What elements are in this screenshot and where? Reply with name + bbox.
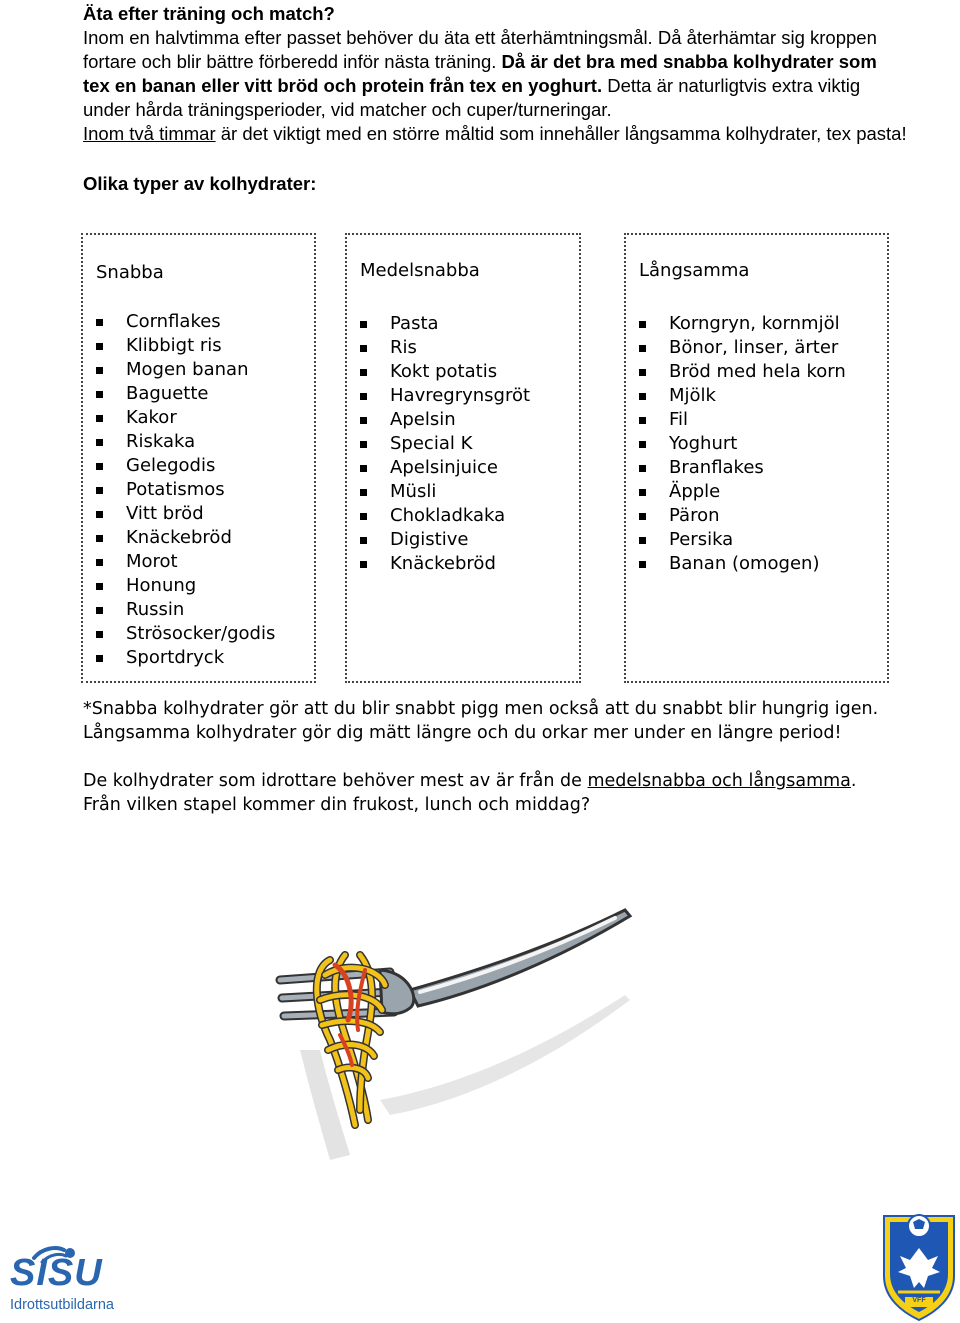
square-bullet-icon [639, 441, 646, 448]
list-item-label: Apelsinjuice [390, 457, 498, 478]
intro-line-5 [83, 122, 907, 146]
square-bullet-icon [639, 489, 646, 496]
column-medelsnabba-heading: Medelsnabba [360, 260, 480, 281]
sisu-subtitle: Idrottsutbildarna [10, 1297, 114, 1313]
list-item [360, 528, 530, 552]
intro-line-4: under hårda träningsperioder, vid matcher och cuper/turneringar. [83, 99, 612, 120]
intro-line-5-underlined: Inom två timmar [83, 123, 216, 144]
list-item-label: Sportdryck [126, 647, 225, 668]
page-title: Äta efter träning och match? [83, 3, 335, 24]
list-item-label: Kakor [126, 407, 177, 428]
list-item [96, 502, 275, 526]
square-bullet-icon [639, 393, 646, 400]
column-snabba-list [96, 310, 275, 670]
square-bullet-icon [360, 417, 367, 424]
list-item-label: Äpple [669, 481, 721, 502]
fork-with-spaghetti-illustration [270, 900, 650, 1170]
list-item [360, 360, 530, 384]
list-item-label: Knäckebröd [126, 527, 232, 548]
list-item-label: Mogen banan [126, 359, 249, 380]
list-item-label: Knäckebröd [390, 553, 496, 574]
note-line-3-underlined: medelsnabba och långsamma [587, 771, 851, 791]
square-bullet-icon [639, 321, 646, 328]
note-line-3-start: De kolhydrater som idrottare behöver mest av är från de [83, 771, 582, 791]
square-bullet-icon [360, 561, 367, 568]
note-line-2: Långsamma kolhydrater gör dig mätt längre och du orkar mer under en längre period! [83, 723, 842, 743]
list-item-label: Havregrynsgröt [390, 385, 531, 406]
square-bullet-icon [96, 655, 103, 662]
list-item [639, 480, 846, 504]
column-snabba-heading: Snabba [96, 262, 164, 283]
list-item [96, 454, 275, 478]
list-item-label: Päron [669, 505, 720, 526]
note-line-3-end: . [850, 771, 857, 791]
list-item [96, 622, 275, 646]
column-langsamma [624, 233, 889, 683]
square-bullet-icon [96, 391, 103, 398]
vff-crest-logo [880, 1206, 958, 1322]
list-item [96, 430, 275, 454]
square-bullet-icon [96, 367, 103, 374]
square-bullet-icon [639, 417, 646, 424]
list-item [360, 480, 530, 504]
intro-line-5-text: är det viktigt med en större måltid som innehåller långsamma kolhydrater, tex pasta! [220, 123, 907, 144]
list-item [96, 598, 275, 622]
square-bullet-icon [96, 439, 103, 446]
list-item [360, 408, 530, 432]
list-item-label: Ris [390, 337, 417, 358]
column-medelsnabba-list [360, 312, 530, 576]
list-item [360, 456, 530, 480]
list-item-label: Bönor, linser, ärter [669, 337, 839, 358]
list-item-label: Vitt bröd [126, 503, 204, 524]
list-item-label: Müsli [390, 481, 437, 502]
sisu-wordmark: SISU [10, 1252, 103, 1294]
list-item [639, 432, 846, 456]
list-item [96, 310, 275, 334]
square-bullet-icon [96, 631, 103, 638]
note-line-3 [83, 769, 856, 793]
square-bullet-icon [360, 489, 367, 496]
list-item [96, 382, 275, 406]
intro-line-2-bold: Då är det bra med snabba kolhydrater som [501, 51, 877, 72]
square-bullet-icon [360, 537, 367, 544]
square-bullet-icon [96, 415, 103, 422]
square-bullet-icon [639, 537, 646, 544]
square-bullet-icon [96, 559, 103, 566]
square-bullet-icon [639, 561, 646, 568]
list-item [96, 406, 275, 430]
list-item-label: Pasta [390, 313, 439, 334]
list-item [96, 334, 275, 358]
note-line-1: *Snabba kolhydrater gör att du blir snabbt pigg men också att du snabbt blir hungrig igen. [83, 699, 879, 719]
sisu-logo [4, 1244, 144, 1320]
list-item-label: Honung [126, 575, 197, 596]
square-bullet-icon [96, 607, 103, 614]
intro-line-2 [83, 50, 877, 74]
note-line-4: Från vilken stapel kommer din frukost, lunch och middag? [83, 795, 591, 815]
square-bullet-icon [96, 463, 103, 470]
list-item-label: Korngryn, kornmjöl [669, 313, 840, 334]
square-bullet-icon [360, 513, 367, 520]
square-bullet-icon [639, 513, 646, 520]
list-item [96, 646, 275, 670]
list-item-label: Cornflakes [126, 311, 221, 332]
list-item-label: Gelegodis [126, 455, 216, 476]
list-item-label: Potatismos [126, 479, 225, 500]
section-heading: Olika typer av kolhydrater: [83, 173, 317, 194]
column-langsamma-list [639, 312, 846, 576]
square-bullet-icon [96, 583, 103, 590]
list-item [360, 336, 530, 360]
square-bullet-icon [96, 535, 103, 542]
list-item-label: Apelsin [390, 409, 456, 430]
list-item-label: Russin [126, 599, 185, 620]
square-bullet-icon [360, 441, 367, 448]
intro-line-1: Inom en halvtimma efter passet behöver du äta ett återhämtningsmål. Då återhämtar sig kroppen [83, 27, 877, 48]
list-item [360, 504, 530, 528]
column-langsamma-heading: Långsamma [639, 260, 750, 281]
square-bullet-icon [360, 369, 367, 376]
list-item [639, 384, 846, 408]
list-item-label: Morot [126, 551, 178, 572]
list-item-label: Chokladkaka [390, 505, 506, 526]
square-bullet-icon [96, 487, 103, 494]
list-item-label: Branflakes [669, 457, 764, 478]
list-item-label: Special K [390, 433, 473, 454]
list-item [639, 408, 846, 432]
list-item-label: Mjölk [669, 385, 716, 406]
list-item-label: Banan (omogen) [669, 553, 820, 574]
square-bullet-icon [360, 321, 367, 328]
vff-badge-text: VFF [912, 1297, 926, 1304]
square-bullet-icon [639, 465, 646, 472]
intro-line-2-text: fortare och blir bättre förberedd inför nästa träning. [83, 51, 497, 72]
list-item [96, 550, 275, 574]
square-bullet-icon [96, 319, 103, 326]
list-item [360, 384, 530, 408]
list-item-label: Strösocker/godis [126, 623, 276, 644]
square-bullet-icon [639, 369, 646, 376]
list-item [96, 526, 275, 550]
list-item-label: Digistive [390, 529, 469, 550]
list-item [639, 552, 846, 576]
square-bullet-icon [360, 465, 367, 472]
list-item [96, 478, 275, 502]
square-bullet-icon [360, 393, 367, 400]
list-item-label: Fil [669, 409, 689, 430]
list-item-label: Persika [669, 529, 734, 550]
list-item [639, 360, 846, 384]
list-item-label: Klibbigt ris [126, 335, 222, 356]
list-item-label: Kokt potatis [390, 361, 498, 382]
list-item [639, 312, 846, 336]
list-item-label: Riskaka [126, 431, 196, 452]
square-bullet-icon [96, 511, 103, 518]
list-item [639, 528, 846, 552]
list-item-label: Baguette [126, 383, 209, 404]
square-bullet-icon [639, 345, 646, 352]
intro-line-3 [83, 74, 860, 98]
square-bullet-icon [96, 343, 103, 350]
intro-line-3-text: Detta är naturligtvis extra viktig [607, 75, 861, 96]
list-item-label: Yoghurt [669, 433, 738, 454]
square-bullet-icon [360, 345, 367, 352]
list-item [360, 432, 530, 456]
list-item [639, 456, 846, 480]
list-item [96, 574, 275, 598]
column-snabba [81, 233, 316, 683]
list-item-label: Bröd med hela korn [669, 361, 846, 382]
list-item [639, 504, 846, 528]
list-item [639, 336, 846, 360]
list-item [360, 312, 530, 336]
list-item [96, 358, 275, 382]
list-item [360, 552, 530, 576]
column-medelsnabba [345, 233, 581, 683]
intro-line-3-bold: tex en banan eller vitt bröd och protein från tex en yoghurt. [83, 75, 603, 96]
